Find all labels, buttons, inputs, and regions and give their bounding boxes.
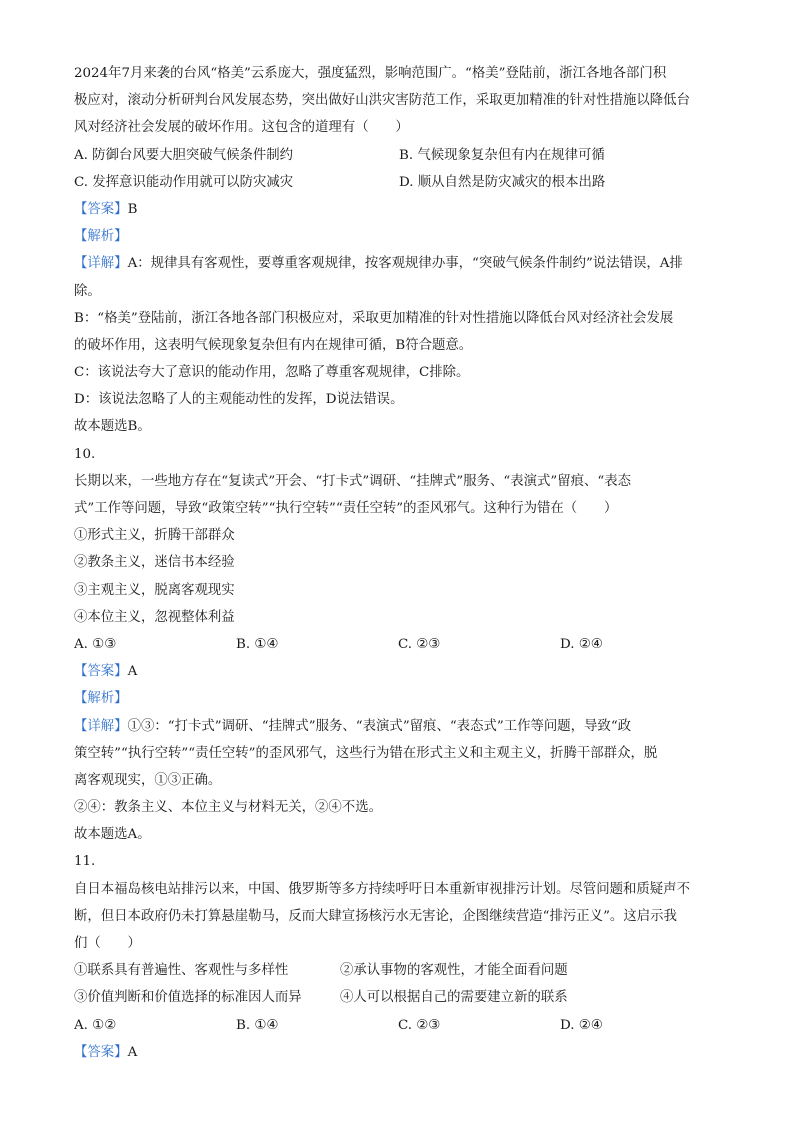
q11-item-1: ①联系具有普遍性、客观性与多样性 xyxy=(74,963,289,979)
q10-detail-text-1: ①③：“打卡式”调研、“挂牌式”服务、“表演式”留痕、“表态式”工作等问题，导致“政 xyxy=(127,718,632,734)
q10-detail-line-4: ②④：教条主义、本位主义与材料无关，②④不选。 xyxy=(74,800,382,816)
q9-detail-line-7: 故本题选B。 xyxy=(74,419,151,435)
q10-option-c: C. ②③ xyxy=(398,636,441,652)
q10-item-1: ①形式主义，折腾干部群众 xyxy=(74,528,235,544)
q10-item-2: ②教条主义，迷信书本经验 xyxy=(74,555,235,571)
document-content xyxy=(74,60,724,1066)
q11-options-row xyxy=(74,1012,724,1039)
q10-answer xyxy=(74,658,724,685)
q10-option-d: D. ②④ xyxy=(560,636,603,652)
q9-option-b: B. 气候现象复杂但有内在规律可循 xyxy=(399,147,605,163)
q9-options-row-2 xyxy=(74,169,724,196)
q9-analysis-label: 【解析】 xyxy=(74,229,128,245)
q10-detail-line-5: 故本题选A。 xyxy=(74,827,151,843)
q11-item-2: ②承认事物的客观性，才能全面看问题 xyxy=(340,963,568,979)
q10-options-row xyxy=(74,631,724,658)
q9-detail-label: 【详解】 xyxy=(74,256,128,272)
q9-detail-line-4: 的破坏作用，这表明气候现象复杂但有内在规律可循，B符合题意。 xyxy=(74,337,473,353)
q11-answer-value: A xyxy=(127,1044,138,1060)
q9-detail-text-1: A：规律具有客观性，要尊重客观规律，按客观规律办事，“突破气候条件制约”说法错误，A排 xyxy=(127,256,683,272)
q10-answer-value: A xyxy=(127,664,138,680)
q11-items-row-1 xyxy=(74,957,724,984)
q9-stem-line-2: 极应对，滚动分析研判台风发展态势，突出做好山洪灾害防范工作，采取更加精准的针对性措施以降低台 xyxy=(74,93,690,109)
q10-number: 10. xyxy=(74,446,96,462)
q11-item-4: ④人可以根据自己的需要建立新的联系 xyxy=(340,990,568,1006)
question-10 xyxy=(74,441,724,849)
question-9 xyxy=(74,60,724,441)
q9-answer xyxy=(74,196,724,223)
q9-detail-line-2: 除。 xyxy=(74,283,101,299)
q9-option-c: C. 发挥意识能动作用就可以防灾减灾 xyxy=(74,174,294,190)
q9-options-row-1 xyxy=(74,142,724,169)
q11-stem-line-2: 断，但日本政府仍未打算悬崖勒马，反而大肆宣扬核污水无害论，企图继续营造“排污正义”。这启示我 xyxy=(74,908,677,924)
q9-answer-label: 【答案】 xyxy=(74,201,128,217)
q11-answer-label: 【答案】 xyxy=(74,1044,128,1060)
q9-option-d: D. 顺从自然是防灾减灾的根本出路 xyxy=(399,174,606,190)
q11-stem-line-3: 们（ ） xyxy=(74,936,141,951)
q11-number: 11. xyxy=(74,854,96,870)
q11-item-3: ③价值判断和价值选择的标准因人而异 xyxy=(74,990,302,1006)
q9-detail-line-1 xyxy=(74,250,724,277)
q10-item-3: ③主观主义，脱离客观现实 xyxy=(74,582,235,598)
q9-stem-line-3: 风对经济社会发展的破坏作用。这包含的道理有（ ） xyxy=(74,120,409,136)
q9-detail-line-3: B：“格美”登陆前，浙江各地各部门积极应对，采取更加精准的针对性措施以降低台风对经济社会发展 xyxy=(74,310,674,326)
q11-option-a: A. ①② xyxy=(74,1017,117,1033)
q11-items-row-2 xyxy=(74,984,724,1011)
q11-option-c: C. ②③ xyxy=(398,1017,441,1033)
q10-option-b: B. ①④ xyxy=(236,636,279,652)
q9-stem-line-1: 2024年7月来袭的台风“格美”云系庞大，强度猛烈，影响范围广。“格美”登陆前，浙江各地各部门积 xyxy=(74,66,667,81)
q10-detail-label: 【详解】 xyxy=(74,718,128,734)
q11-answer xyxy=(74,1039,724,1066)
q10-detail-line-1 xyxy=(74,713,724,740)
q11-option-b: B. ①④ xyxy=(236,1017,279,1033)
q9-analysis-label-line xyxy=(74,223,724,250)
q10-answer-label: 【答案】 xyxy=(74,664,128,680)
q10-stem-line-1: 长期以来，一些地方存在“复读式”开会、“打卡式”调研、“挂牌式”服务、“表演式”留痕、“表态 xyxy=(74,473,632,489)
q10-detail-line-2: 策空转”“执行空转”“责任空转”的歪风邪气，这些行为错在形式主义和主观主义，折腾干部群众，脱 xyxy=(74,745,658,761)
q10-option-a: A. ①③ xyxy=(74,636,117,652)
q10-item-4: ④本位主义，忽视整体利益 xyxy=(74,609,235,625)
q10-analysis-label-line xyxy=(74,685,724,712)
q10-stem-line-2: 式”工作等问题，导致“政策空转”“执行空转”“责任空转”的歪风邪气。这种行为错在（ ） xyxy=(74,501,618,516)
q11-stem-line-1: 自日本福岛核电站排污以来，中国、俄罗斯等多方持续呼吁日本重新审视排污计划。尽管问题和质疑声不 xyxy=(74,881,690,897)
q11-option-d: D. ②④ xyxy=(560,1017,603,1033)
q10-analysis-label: 【解析】 xyxy=(74,691,128,707)
q9-detail-line-5: C：该说法夸大了意识的能动作用，忽略了尊重客观规律，C排除。 xyxy=(74,365,470,381)
question-11 xyxy=(74,848,724,1066)
q10-detail-line-3: 离客观现实，①③正确。 xyxy=(74,772,222,788)
q9-answer-value: B xyxy=(127,201,138,217)
q9-option-a: A. 防御台风要大胆突破气候条件制约 xyxy=(74,147,294,163)
q9-detail-line-6: D：该说法忽略了人的主观能动性的发挥，D说法错误。 xyxy=(74,392,404,408)
